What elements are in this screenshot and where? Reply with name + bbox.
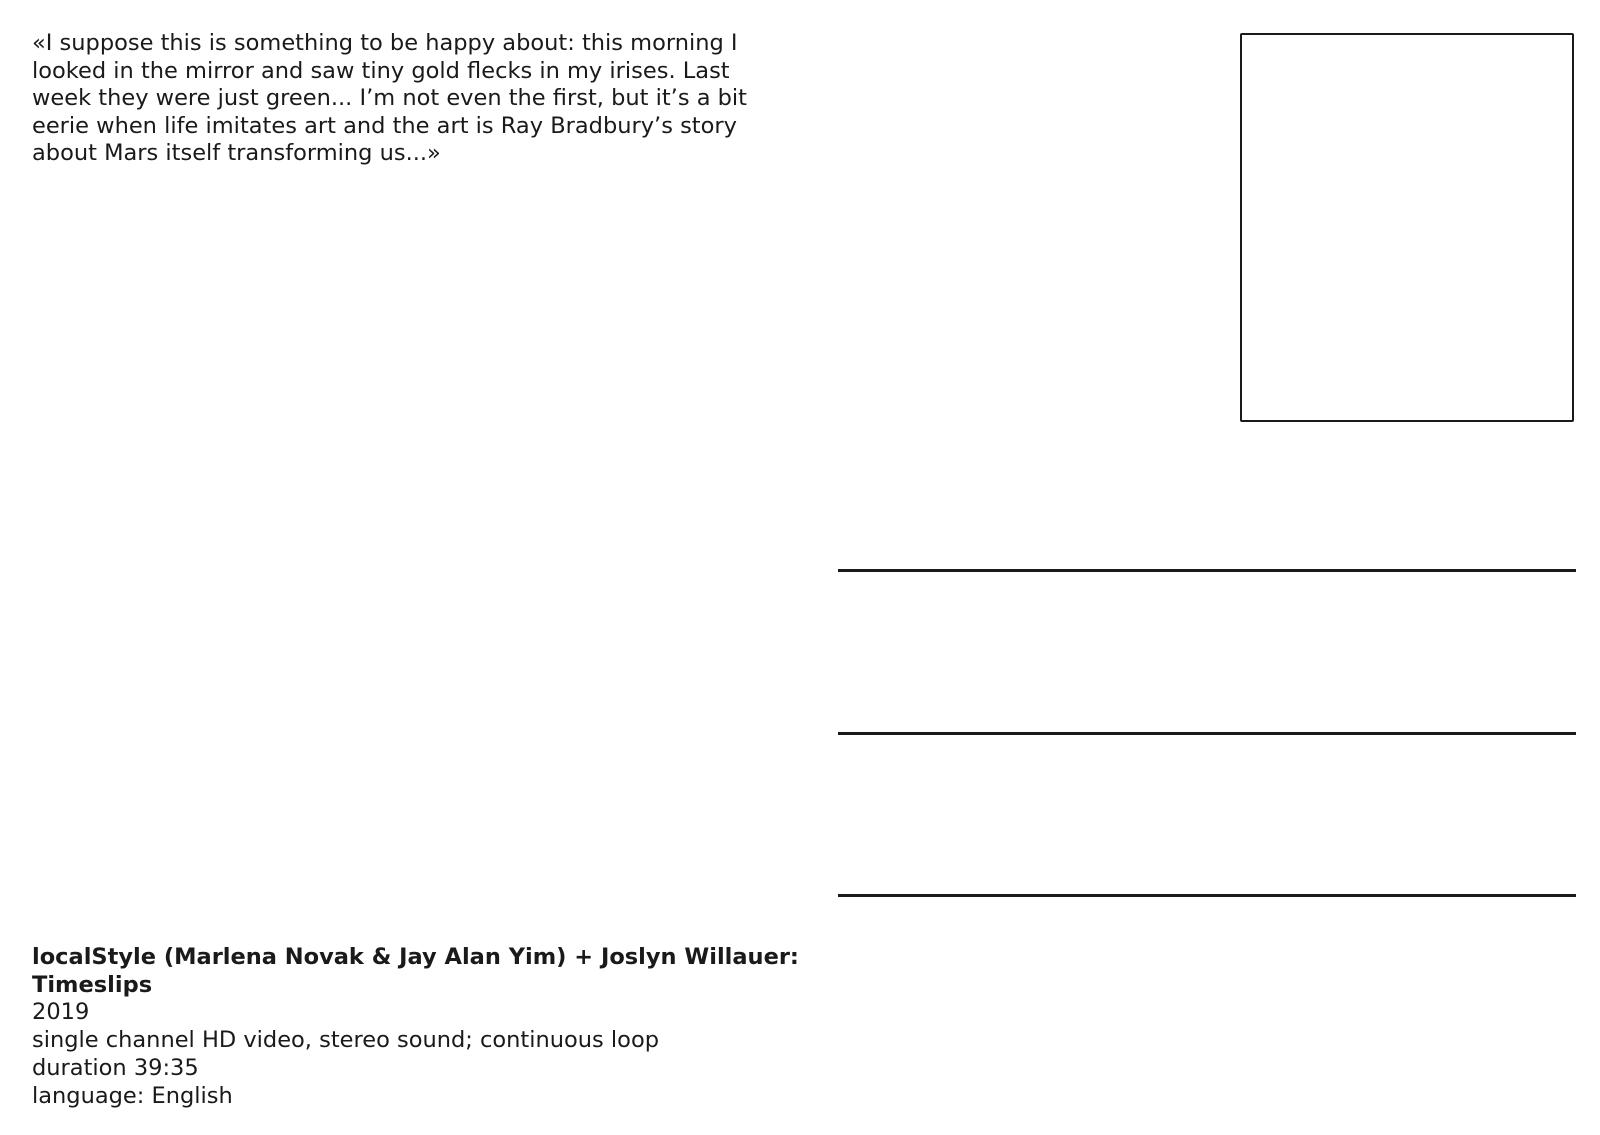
artwork-title: localStyle (Marlena Novak & Jay Alan Yim) + Joslyn Willauer: Timeslips: [32, 944, 799, 998]
artwork-duration: duration 39:35: [32, 1054, 199, 1081]
stamp-placeholder-box: [1240, 33, 1574, 422]
address-line-1: [838, 569, 1576, 572]
address-line-3: [838, 894, 1576, 897]
address-line-2: [838, 732, 1576, 735]
artwork-year: 2019: [32, 999, 90, 1026]
artwork-medium: single channel HD video, stereo sound; continuous loop: [32, 1027, 659, 1054]
postcard-quote: «I suppose this is something to be happy about: this morning I looked in the mirror and saw tiny gold flecks in my irises. Last week they were just green... I’m not even the first, but it’s a bit eerie when life imitates art and the art is Ray Bradbury’s story about Mars itself transforming us...»: [32, 30, 747, 166]
artwork-language: language: English: [32, 1082, 233, 1109]
artwork-credits: [32, 944, 812, 1110]
